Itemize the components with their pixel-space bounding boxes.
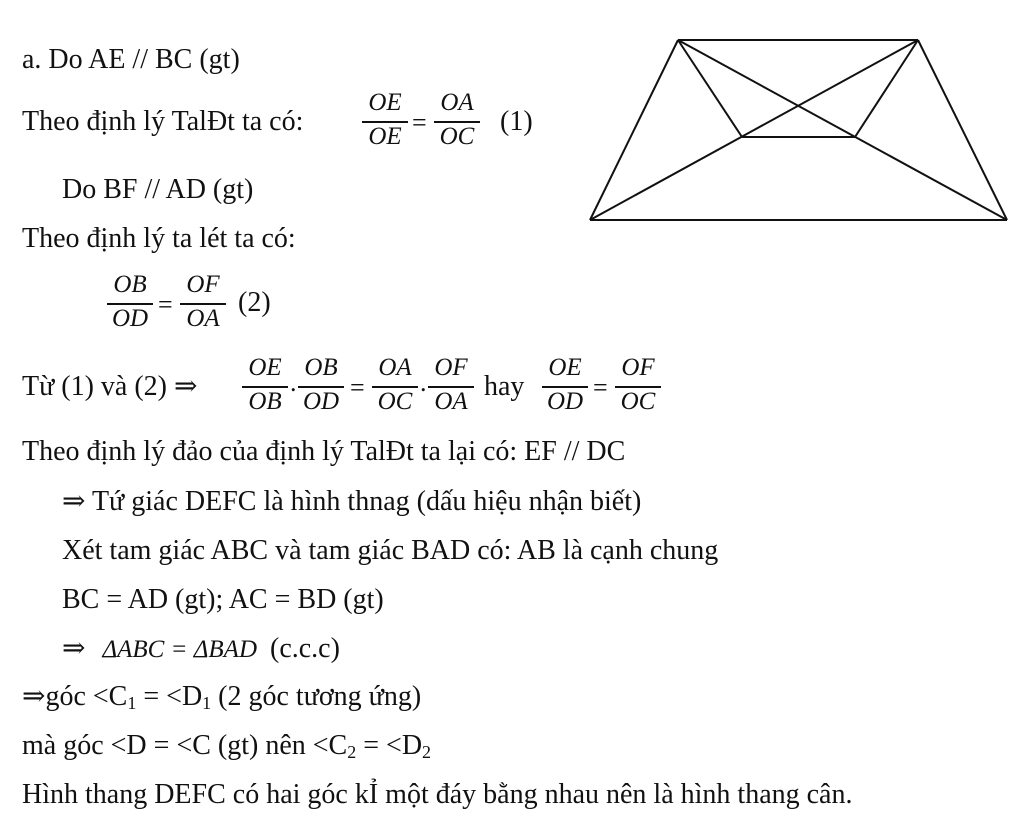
line-consider-triangles: Xét tam giác ABC và tam giác BAD có: AB là cạnh chung (62, 535, 719, 566)
fraction-denominator: OD (302, 388, 340, 415)
subscript: 1 (202, 693, 212, 713)
fraction-numerator: OF (186, 271, 220, 298)
congruence-expression: ΔABC = ΔBAD (102, 636, 257, 663)
fraction-numerator: OB (304, 354, 338, 381)
fraction-denominator: OC (377, 388, 413, 415)
line-corresponding-angles (22, 680, 421, 714)
fraction-numerator: OF (434, 354, 468, 381)
line-given-ae-parallel-bc: a. Do AE // BC (gt) (22, 44, 240, 75)
segment-to-inner-point (855, 40, 918, 137)
angle-text-a: mà góc <D = <C (gt) nên <C (22, 730, 348, 761)
fraction-numerator: OF (621, 354, 655, 381)
line-trapezoid-conclusion: ⇒ Tứ giác DEFC là hình thnag (dấu hiệu nhận biết) (62, 486, 642, 517)
line-equal-base-angles (22, 729, 431, 763)
equals-sign: = (158, 290, 173, 319)
equals-sign: = (350, 373, 365, 402)
fraction-denominator: OA (186, 305, 220, 332)
subscript: 1 (127, 693, 137, 713)
angle-text-c: (2 góc tương ứng) (211, 681, 422, 712)
fraction-numerator: OB (113, 271, 147, 298)
equals-sign: = (593, 373, 608, 402)
fraction-denominator: OA (434, 388, 468, 415)
fraction-numerator: OE (368, 89, 402, 116)
fraction-denominator: OD (546, 388, 584, 415)
multiply-dot: . (420, 368, 427, 397)
subscript: 2 (347, 742, 357, 762)
fraction-numerator: OA (378, 354, 412, 381)
fraction-denominator: OC (620, 388, 656, 415)
line-congruent-triangles (62, 632, 340, 667)
trapezoid-figure (585, 30, 1015, 230)
equals-sign: = (412, 108, 427, 137)
subscript: 2 (422, 742, 432, 762)
fraction-denominator: OE (368, 123, 402, 150)
line-combine-intro: Từ (1) và (2) ⇒ (22, 371, 198, 402)
fraction-numerator: OA (440, 89, 474, 116)
fraction-numerator: OE (548, 354, 582, 381)
angle-text-a: ⇒góc <C (22, 681, 128, 712)
word-hay: hay (484, 371, 525, 402)
left-leg-line (590, 40, 678, 220)
line-final-conclusion: Hình thang DEFC có hai góc kỈ một đáy bằng nhau nên là hình thang cân. (22, 779, 853, 810)
right-leg-line (918, 40, 1007, 220)
multiply-dot: . (290, 368, 297, 397)
fraction-numerator: OE (248, 354, 282, 381)
angle-text-b: = <D (136, 681, 203, 712)
line-thales-intro-2: Theo định lý ta lét ta có: (22, 223, 296, 254)
diagonal-line (590, 40, 918, 220)
line-thales-intro: Theo định lý TalĐt ta có: (22, 106, 304, 137)
fraction-denominator: OB (248, 388, 282, 415)
diagonal-line (678, 40, 1007, 220)
implies-arrow: ⇒ (62, 633, 86, 664)
equation-label-1: (1) (500, 106, 533, 137)
line-given-bf-parallel-ad: Do BF // AD (gt) (62, 174, 254, 205)
line-equal-sides: BC = AD (gt); AC = BD (gt) (62, 584, 384, 615)
line-converse-thales: Theo định lý đảo của định lý TalĐt ta lại có: EF // DC (22, 436, 626, 467)
fraction-denominator: OD (111, 305, 149, 332)
equation-label-2: (2) (238, 287, 271, 318)
angle-text-b: = <D (356, 730, 423, 761)
fraction-denominator: OC (439, 123, 475, 150)
segment-to-inner-point (678, 40, 742, 137)
congruence-case: (c.c.c) (270, 633, 340, 664)
